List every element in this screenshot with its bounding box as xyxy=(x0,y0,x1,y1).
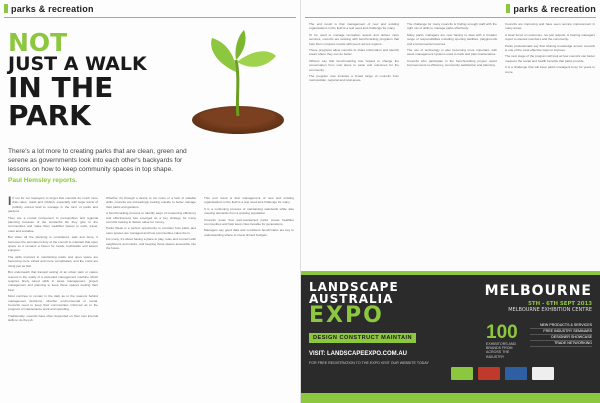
body-paragraph: Whether it's through a desire to cut costs or a lack of suitable skills, councils are increasingly looking outside to better manage their parks and gardens. xyxy=(106,196,196,209)
body-paragraph: The challenge for many councils is finding enough staff with the right mix of skills to manage parks effectively. xyxy=(407,22,497,31)
sponsor-logo-icon xyxy=(478,367,500,380)
event-venue: MELBOURNE EXHIBITION CENTRE xyxy=(508,307,592,313)
section-bar-icon xyxy=(506,4,510,13)
body-paragraph: The next stage of the program will look at how councils can better measure the social and health benefits that parks provide. xyxy=(505,54,595,63)
event-dates: 5TH - 6TH SEPT 2013 xyxy=(528,301,592,307)
sprout-illustration-icon xyxy=(178,20,298,138)
article-headline xyxy=(8,30,188,130)
logo-line-2: AUSTRALIA xyxy=(309,292,394,306)
body-paragraph: Many parks managers are now having to deal with a broader range of responsibilities including sporting facilities, playgrounds and environmental reserves. xyxy=(407,32,497,46)
ad-note: FOR FREE REGISTRATION TO THE EXPO VISIT OUR WEBSITE TODAY xyxy=(309,361,429,365)
body-column-3 xyxy=(204,196,294,396)
sponsor-logos xyxy=(451,367,554,380)
logo-line-1: LANDSCAPE xyxy=(309,280,399,294)
stat-text: EXHIBITORS AND BRANDS FROM ACROSS THE INDUSTRY xyxy=(486,342,517,359)
body-paragraph: Traditionally, councils have often depended on their own internal skills to do the job. xyxy=(8,313,98,323)
ad-features-list xyxy=(530,323,592,347)
sponsor-logo-icon xyxy=(451,367,473,380)
stat-number: 100 xyxy=(486,322,518,343)
body-paragraph: The program now includes a broad range of councils from metropolitan, regional and rural areas. xyxy=(309,74,399,83)
right-column-2 xyxy=(407,22,497,268)
section-tag-text: parks & recreation xyxy=(513,4,596,14)
logo-line-3: EXPO xyxy=(309,303,384,328)
ad-top-band xyxy=(301,271,600,275)
header-rule xyxy=(4,17,296,18)
body-paragraph: A benchmarking process to identify ways of measuring efficiency and effectiveness has emerged as a key strategy for many councils looking to deliver value for money. xyxy=(106,211,196,225)
body-paragraph: This end result is that management of new and existing organisations in the field is a real need and challenge for many. xyxy=(204,196,294,205)
body-paragraph: The use of technology is also becoming more important, with asset management systems used to track and plan maintenance. xyxy=(407,48,497,57)
ad-event-details xyxy=(485,283,592,313)
standfirst-text: There's a lot more to creating parks that are clean, green and serene as governments look into each other's backyards for lessons on how to keep community spaces in top shape. xyxy=(8,148,187,173)
body-paragraph: A clear focus on outcomes, not just outputs, is helping managers report to elected members and the community. xyxy=(505,32,595,42)
body-paragraph: But underneath that tranquil setting of an urban park or nature reserve is the reality of a well-oiled management machine which requires finely tuned skills in asset management, project management and planning to keep these spaces looking their best. xyxy=(8,270,98,292)
standfirst xyxy=(8,148,198,186)
section-tag-right xyxy=(506,4,596,14)
body-paragraph: They are a crucial component to metropolitan and regional planning because of the wonderful life they give to the communities and make them wealthier places to work, travel, meet and socialise. xyxy=(8,215,98,233)
body-paragraph: I If not for our taxpayers to forget that councils do much more than rates, roads and rubbish, especially with large tracts of publicly owned land to manage in the form of parks and gardens. xyxy=(8,196,98,214)
expo-advertisement[interactable] xyxy=(301,271,600,403)
headline-line-3: IN THE PARK xyxy=(8,71,114,132)
body-paragraph: Parks professionals say that sharing knowledge across councils is one of the most effective ways to improve. xyxy=(505,43,595,53)
ad-feature-item: DESIGNER SHOWCASE xyxy=(530,335,592,341)
right-page xyxy=(300,0,600,403)
body-paragraph: For many, it's about having a place to play, relax and connect with neighbours and nature, and keeping those places accessible into the future. xyxy=(106,237,196,251)
body-paragraph: It is a challenge that will keep parks managers busy for years to come. xyxy=(505,65,595,74)
sponsor-logo-icon xyxy=(532,367,554,380)
body-paragraph: Most continue to remain in the dark as to the reasons behind management decisions, whether environmental or social. Councils need to keep their communities informed as to the progress of maintenance work and spending. xyxy=(8,294,98,312)
body-paragraph: Managers say good data and consistent benchmarks are key to understanding where to invest limited budgets. xyxy=(204,228,294,237)
sponsor-logo-icon xyxy=(505,367,527,380)
headline-line-2: JUST A WALK xyxy=(8,53,147,75)
event-city: MELBOURNE xyxy=(484,283,592,299)
byline: Paul Hemsley reports. xyxy=(8,176,78,184)
body-column-1 xyxy=(8,196,98,396)
headline-line-1: NOT xyxy=(8,28,68,57)
body-column-2 xyxy=(106,196,196,396)
expo-logo xyxy=(309,281,399,327)
body-paragraph: It is a continuing process of maintaining standards while also meeting demands from a growing population. xyxy=(204,206,294,216)
section-tag-left xyxy=(4,4,94,14)
ad-feature-item: TRADE NETWORKING xyxy=(530,341,592,347)
body-paragraph: Officers say that benchmarking has helped to change the conversation from cost alone to value and outcomes for the community. xyxy=(309,58,399,72)
body-paragraph: These programs allow councils to share information and identify areas where they can do better. xyxy=(309,48,399,57)
article-body-left xyxy=(8,196,294,396)
body-paragraph: Parks Week is a perfect opportunity to consider how parks and open spaces are managed and how communities value them. xyxy=(106,226,196,235)
section-tag-text: parks & recreation xyxy=(11,4,94,14)
body-paragraph: Councils know that well-maintained parks create healthier communities and help keep cities liveable for generations. xyxy=(204,217,294,227)
body-paragraph: The skills involved in maintaining parks and open space are becoming more varied and more complicated, and the costs are rising just as fast. xyxy=(8,254,98,268)
body-paragraph: Councils who participate in the benchmarking project report improvements in efficiency, community satisfaction and planning. xyxy=(407,58,497,68)
ad-feature-item: FREE INDUSTRY SEMINARS xyxy=(530,329,592,335)
right-column-1 xyxy=(309,22,399,268)
article-body-right xyxy=(309,22,595,268)
ad-stat xyxy=(486,323,526,359)
ad-url-link[interactable]: VISIT: LANDSCAPEEXPO.COM.AU xyxy=(309,351,408,357)
right-column-3 xyxy=(505,22,595,268)
header-rule xyxy=(305,17,596,18)
body-paragraph: To be used to manage recreation assets and deliver more services, councils are working with benchmarking programs that help them compare results with peers across regions. xyxy=(309,32,399,46)
ad-feature-item: NEW PRODUCTS & SERVICES xyxy=(530,323,592,329)
ad-tagline: DESIGN CONSTRUCT MAINTAIN xyxy=(309,333,416,343)
drop-cap: I xyxy=(8,196,12,208)
section-bar-icon xyxy=(4,4,8,13)
body-paragraph: But when all the planning is considered, said and done, it becomes the permanent duty of the council to maintain that open space so it remains a haven for locals, bushwalks and leisure enjoyers. xyxy=(8,235,98,253)
body-paragraph: The end result is that management of new and existing organisations in the field is a real need and challenge for many. xyxy=(309,22,399,31)
body-paragraph: Councils are improving and have seen service improvement in many areas. xyxy=(505,22,595,31)
ad-bottom-band xyxy=(301,393,600,403)
